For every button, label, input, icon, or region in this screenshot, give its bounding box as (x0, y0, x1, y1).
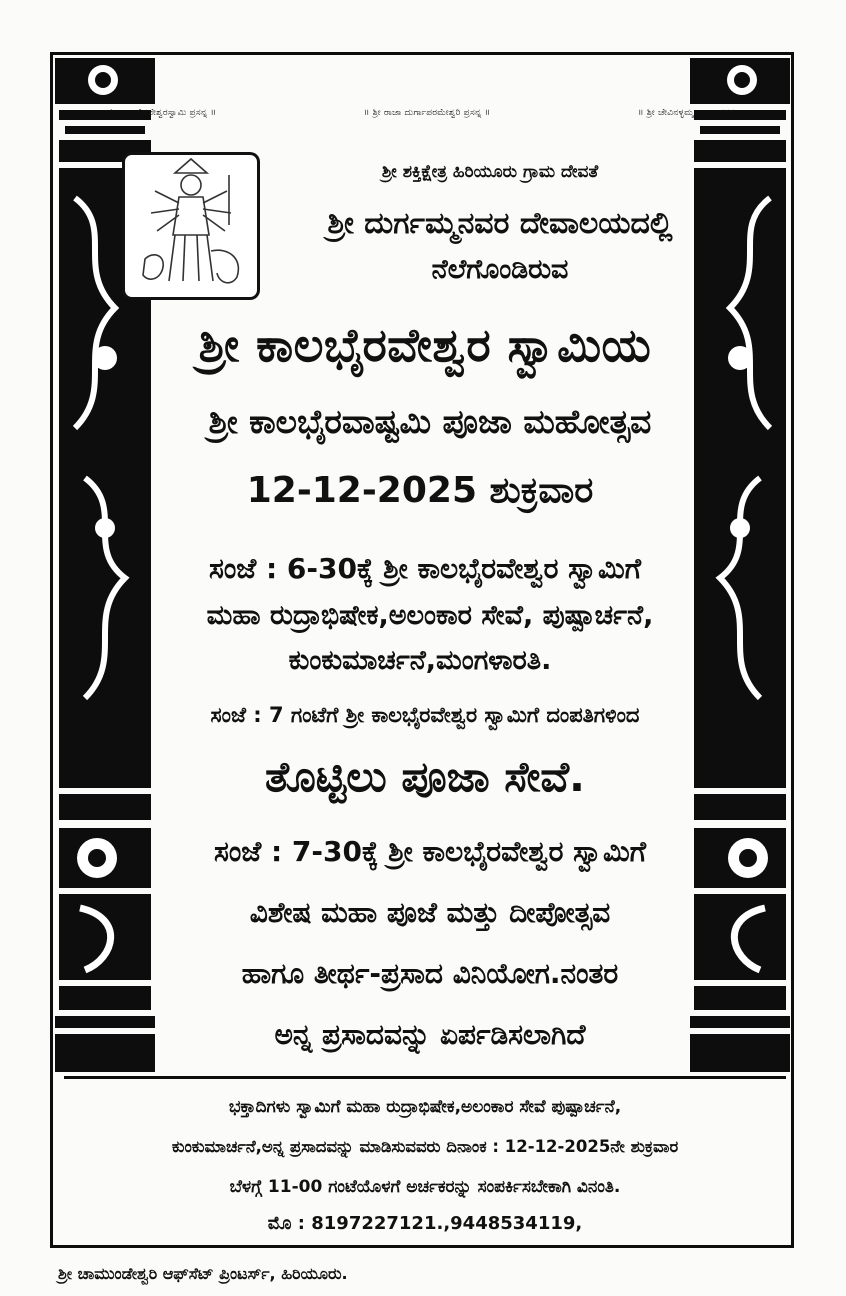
event-2-time: ಸಂಜೆ : 7 ಗಂಟೆಗೆ ಶ್ರೀ ಕಾಲಭೈರವೇಶ್ವರ ಸ್ವಾಮಿಗೆ ದಂಪತಿಗಳಿಂದ (210, 703, 640, 727)
contact-phone: ಮೊ : 8197227121.,9448534119, (267, 1213, 583, 1234)
village-deity-line: ಶ್ರೀ ಶಕ್ತಿಕ್ಷೇತ್ರ ಹಿರಿಯೂರು ಗ್ರಾಮ ದೇವತೆ (381, 162, 599, 182)
deity-figure-icon (125, 155, 257, 297)
festival-subtitle: ಶ್ರೀ ಕಾಲಭೈರವಾಷ್ಟಮಿ ಪೂಜಾ ಮಹೋತ್ಸವ (208, 402, 652, 441)
event-3-details: ವಿಶೇಷ ಮಹಾ ಪೂಜೆ ಮತ್ತು ದೀಪೋತ್ಸವ (249, 896, 611, 929)
blessing-3: ॥ ಶ್ರೀ ಚೇವಿನಳ್ಳಮ್ಮ ತಾಯಿ ಪ್ರಸನ್ನ (638, 108, 736, 118)
blessing-1: ಶ್ರೀ ಕಾಲಭೈರವೇಶ್ವರಸ್ವಾಮಿ ಪ್ರಸನ್ನ ॥ (110, 108, 217, 118)
event-3-details-2: ಹಾಗೂ ತೀರ್ಥ-ಪ್ರಸಾದ ವಿನಿಯೋಗ.ನಂತರ (241, 957, 619, 990)
event-date: 12-12-2025 ಶುಕ್ರವಾರ (246, 470, 594, 511)
notice-line-3: ಬೆಳಗ್ಗೆ 11-00 ಗಂಟೆಯೊಳಗೆ ಅರ್ಚಕರನ್ನು ಸಂಪರ್ಕಿಸಬೇಕಾಗಿ ವಿನಂತಿ. (229, 1177, 621, 1197)
main-title: ಶ್ರೀ ಕಾಲಭೈರವೇಶ್ವರ ಸ್ವಾಮಿಯ (198, 318, 652, 372)
event-3-time: ಸಂಜೆ : 7-30ಕ್ಕೆ ಶ್ರೀ ಕಾಲಭೈರವೇಶ್ವರ ಸ್ವಾಮಿಗೆ (214, 835, 646, 868)
notice-line-1: ಭಕ್ತಾದಿಗಳು ಸ್ವಾಮಿಗೆ ಮಹಾ ರುದ್ರಾಭಿಷೇಕ,ಅಲಂಕಾರ ಸೇವೆ ಪುಷ್ಪಾರ್ಚನೆ, (228, 1097, 622, 1117)
event-2-title: ತೊಟ್ಟಿಲು ಪೂಜಾ ಸೇವೆ. (265, 752, 585, 801)
blessing-strip (110, 108, 736, 118)
temple-line: ಶ್ರೀ ದುರ್ಗಮ್ಮನವರ ದೇವಾಲಯದಲ್ಲಿ (327, 206, 673, 241)
event-3-details-3: ಅನ್ನ ಪ್ರಸಾದವನ್ನು ಏರ್ಪಡಿಸಲಾಗಿದೆ (274, 1018, 586, 1051)
event-1-details-2: ಕುಂಕುಮಾರ್ಚನೆ,ಮಂಗಳಾರತಿ. (288, 645, 552, 676)
blessing-2: ॥ ಶ್ರೀ ರಾಜಾ ದುರ್ಗಾಪರಮೇಶ್ವರಿ ಪ್ರಸನ್ನ ॥ (363, 108, 491, 118)
event-1-details: ಮಹಾ ರುದ್ರಾಭಿಷೇಕ,ಅಲಂಕಾರ ಸೇವೆ, ಪುಷ್ಪಾರ್ಚನೆ, (206, 600, 654, 631)
devotee-notice (64, 1076, 786, 1238)
printer-credit: ಶ್ರೀ ಚಾಮುಂಡೇಶ್ವರಿ ಆಫ್‌ಸೆಟ್ ಪ್ರಿಂಟರ್ಸ್, ಹಿರಿಯೂರು. (58, 1264, 348, 1283)
event-1-time: ಸಂಜೆ : 6-30ಕ್ಕೆ ಶ್ರೀ ಕಾಲಭೈರವೇಶ್ವರ ಸ್ವಾಮಿಗೆ (209, 552, 641, 585)
established-line: ನೆಲೆಗೊಂಡಿರುವ (431, 254, 569, 285)
notice-line-2: ಕುಂಕುಮಾರ್ಚನೆ,ಅನ್ನ ಪ್ರಸಾದವನ್ನು ಮಾಡಿಸುವವರು ದಿನಾಂಕ : 12-12-2025ನೇ ಶುಕ್ರವಾರ (171, 1137, 679, 1156)
deity-image (122, 152, 260, 300)
